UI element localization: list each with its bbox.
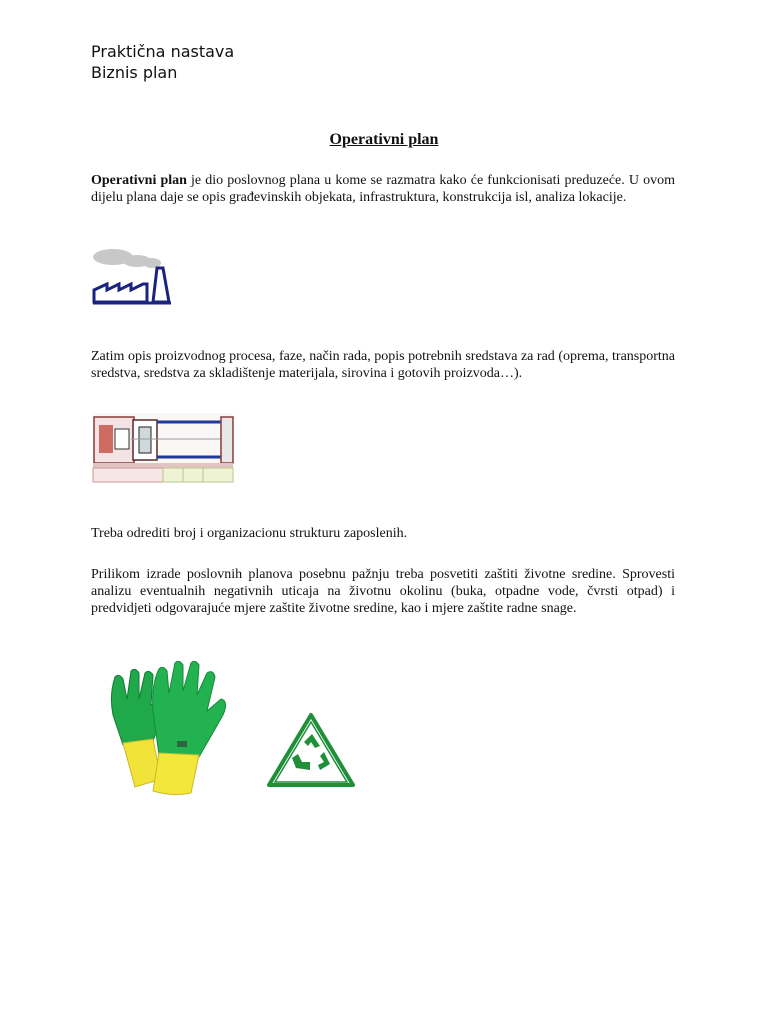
staff-paragraph: Treba odrediti broj i organizacionu strukturu zaposlenih.: [91, 526, 408, 541]
intro-paragraph: [91, 172, 675, 206]
recycle-icon: [266, 712, 356, 788]
process-paragraph: Zatim opis proizvodnog procesa, faze, način rada, popis potrebnih sredstava za rad (oprema, transportna sredstva, sredstva za skladištenje materijala, sirovina i gotovih proizvoda…).: [91, 349, 675, 381]
environment-paragraph: Prilikom izrade poslovnih planova posebnu pažnju treba posvetiti zaštiti životne sredine. Sprovesti analizu eventualnih negativnih uticaja na životnu okolinu (buka, otpadne vode, čvrsti otpad) i predvidjeti odgovarajuće mjere zaštite životne sredine, kao i mjere zaštite radne snage.: [91, 567, 675, 616]
page-title: Operativni plan: [329, 131, 439, 148]
header-line-2: Biznis plan: [91, 63, 178, 82]
page-header: [91, 41, 234, 83]
gloves-icon: [103, 655, 231, 797]
intro-text: je dio poslovnog plana u kome se razmatra kako će funkcionisati preduzeće. U ovom dijelu plana daje se opis građevinskih objekata, infrastruktura, konstrukcija isl, analiza lokacije.: [91, 173, 676, 205]
header-line-1: Praktična nastava: [91, 42, 235, 61]
factory-icon: [91, 246, 173, 306]
machine-icon: [91, 407, 237, 485]
intro-bold-term: Operativni plan: [91, 173, 187, 188]
